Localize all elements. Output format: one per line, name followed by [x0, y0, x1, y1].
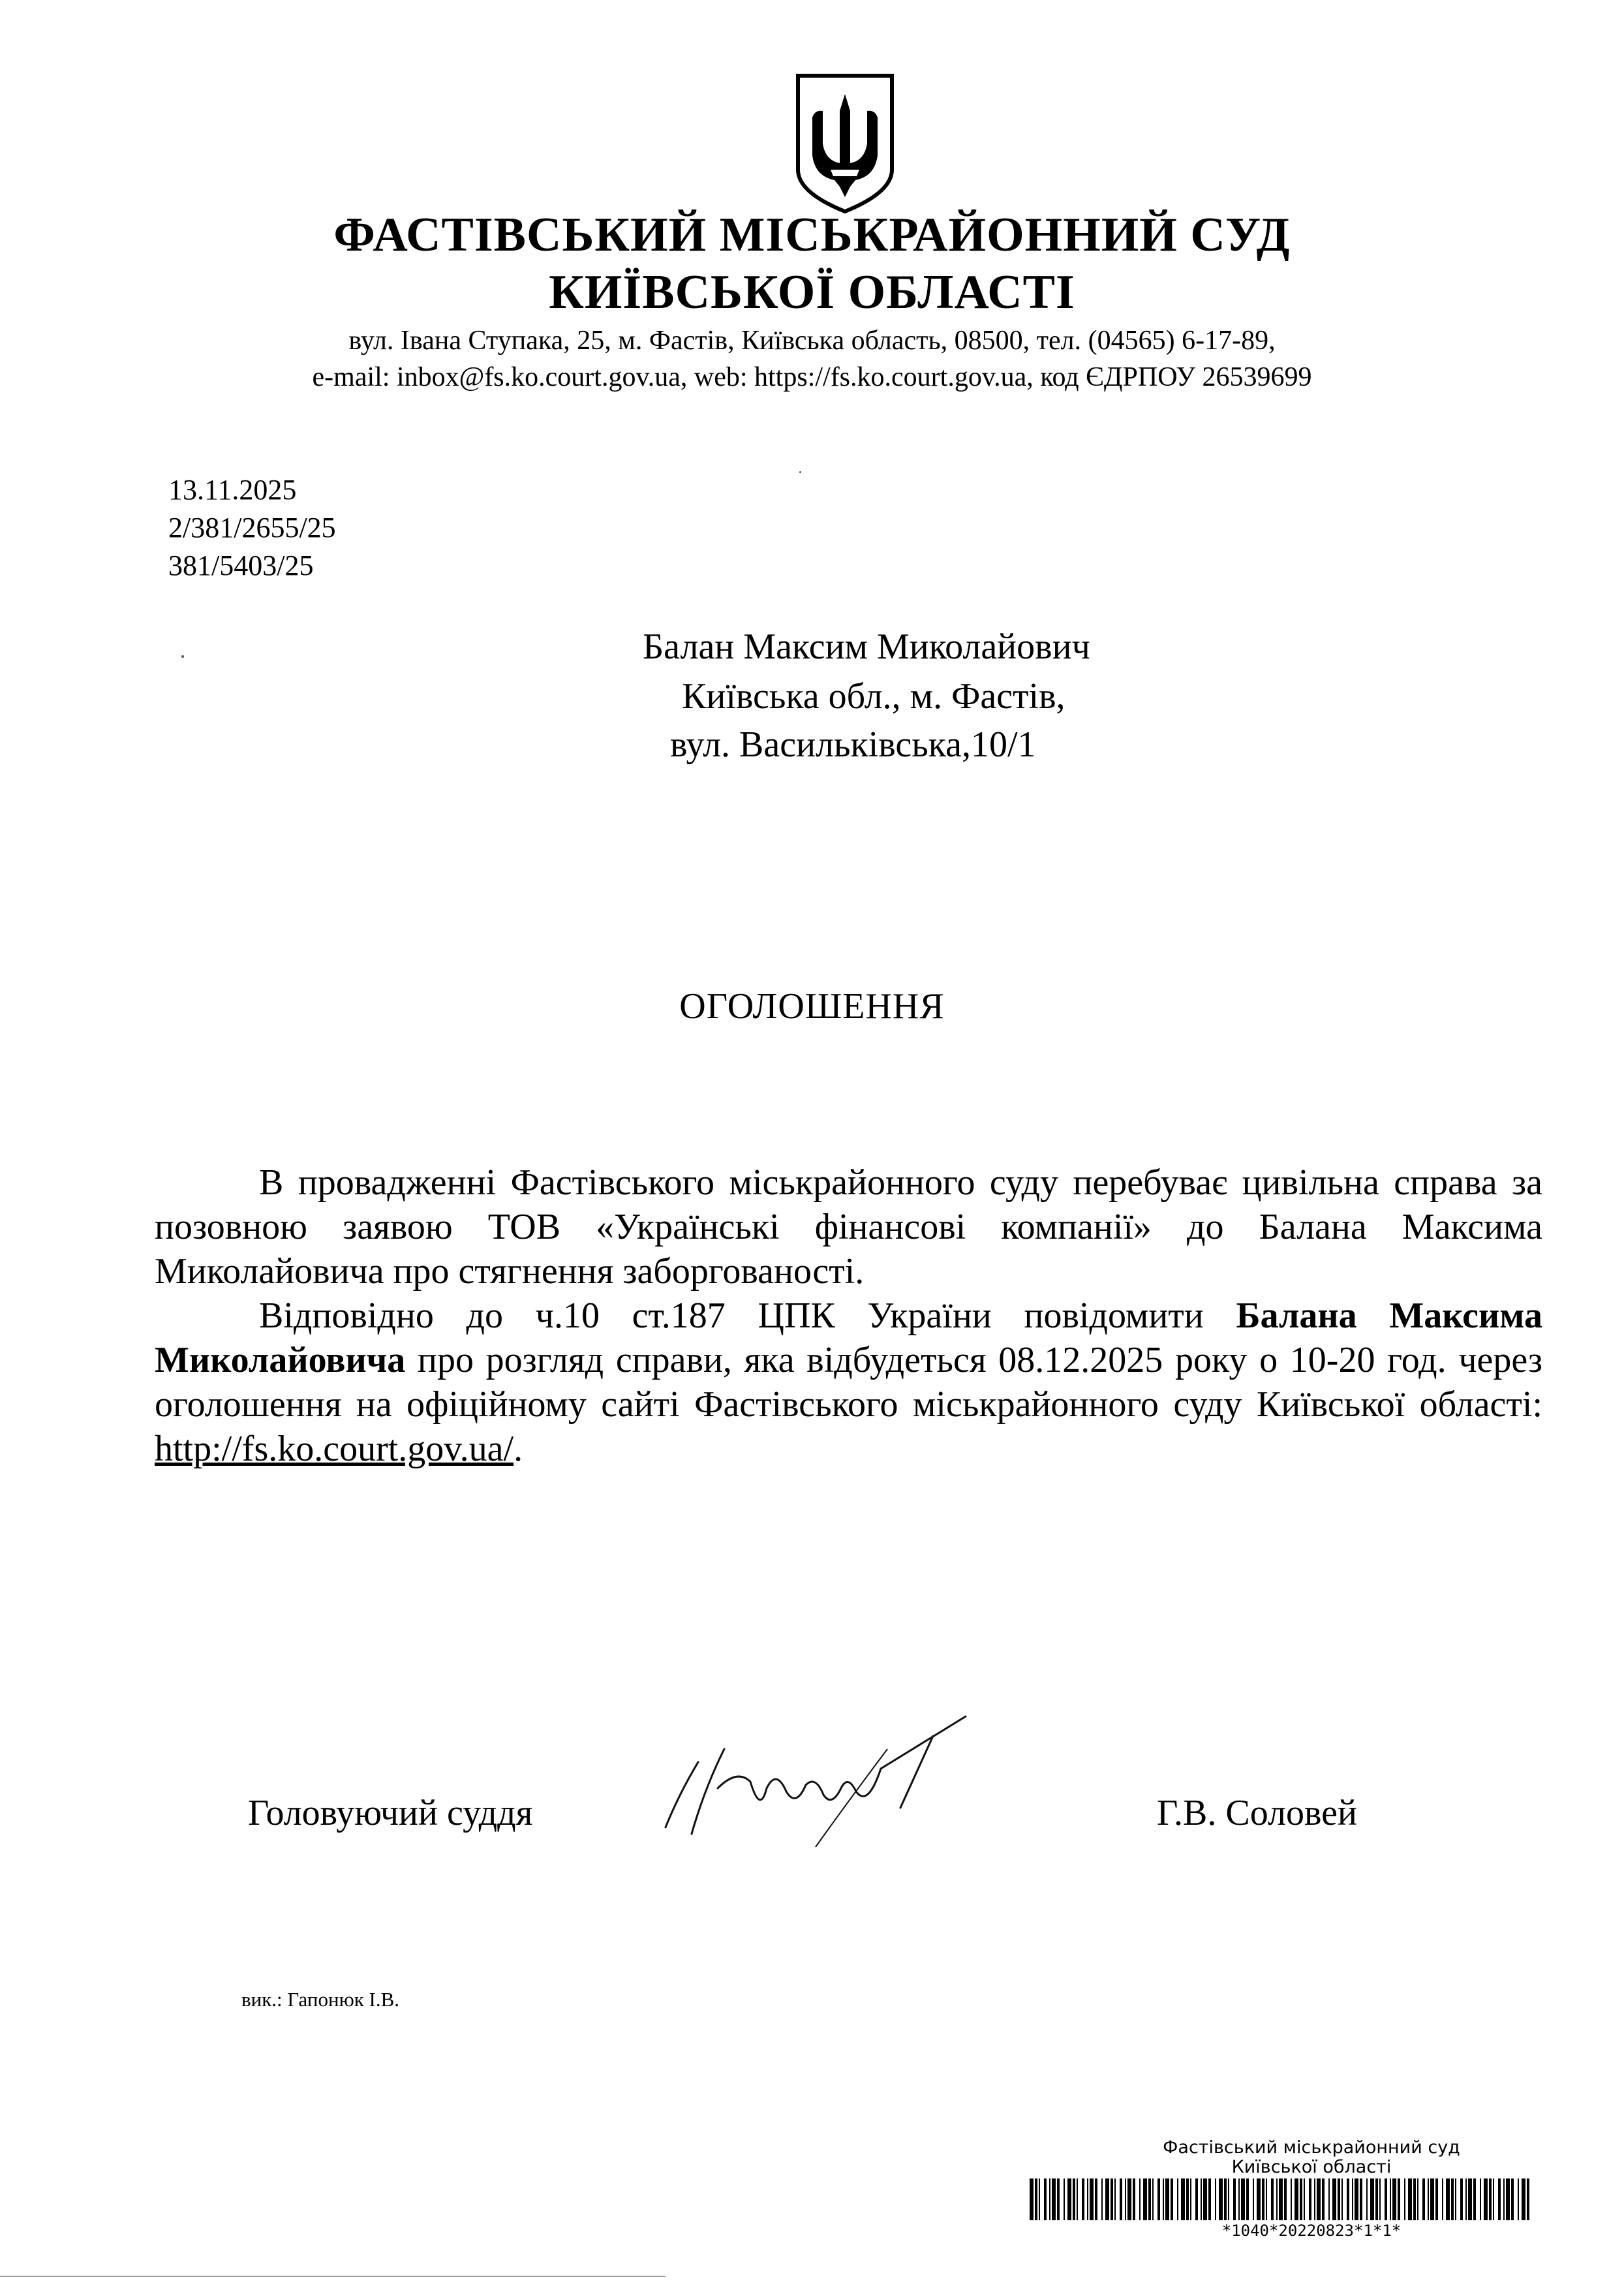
- stamp-court-name: Фастівський міськрайонний суд: [1163, 2137, 1460, 2158]
- court-address: вул. Івана Ступака, 25, м. Фастів, Київська область, 08500, тел. (04565) 6-17-89,: [348, 326, 1276, 356]
- executor: вик.: Гапонюк І.В.: [241, 1988, 400, 2011]
- notice-body: [155, 1160, 1542, 1471]
- barcode: [1030, 2178, 1532, 2220]
- notice-paragraph-2: [155, 1294, 1542, 1471]
- judge-name: Г.В. Соловей: [1157, 1793, 1357, 1833]
- notice-paragraph-1: В провадженні Фастівського міськрайонного суду перебуває цивільна справа за позовною заявою ТОВ «Українські фінансові компанії» до Балана Максима Миколайовича про стягнення заборгованості.: [155, 1162, 1542, 1292]
- court-region: КИЇВСЬКОЇ ОБЛАСТІ: [549, 266, 1075, 319]
- notice-text: .: [513, 1429, 523, 1469]
- outgoing-number: 381/5403/25: [168, 550, 314, 581]
- case-number: 2/381/2655/25: [168, 512, 336, 544]
- document-date: 13.11.2025: [168, 474, 297, 506]
- stamp-region: Київської області: [1231, 2157, 1392, 2177]
- court-website-link[interactable]: http://fs.ko.court.gov.ua/: [155, 1429, 514, 1469]
- recipient-address-line1: Київська обл., м. Фастів,: [682, 676, 1065, 717]
- notice-text: Відповідно до ч.10 ст.187 ЦПК України повідомити: [259, 1295, 1236, 1336]
- court-name: ФАСТІВСЬКИЙ МІСЬКРАЙОННИЙ СУД: [333, 208, 1291, 262]
- signature-role: Головуючий суддя: [248, 1793, 533, 1833]
- notice-text: про розгляд справи, яка відбудеться 08.12.2025 року о 10-20 год. через оголошення на офіційному сайті Фастівського міськрайонного суду Київської області:: [155, 1340, 1542, 1425]
- court-contacts: e-mail: inbox@fs.ko.court.gov.ua, web: https://fs.ko.court.gov.ua, код ЄДРПОУ 26539699: [312, 362, 1312, 392]
- bottom-divider: [0, 2276, 666, 2277]
- barcode-text: *1040*20220823*1*1*: [1221, 2222, 1402, 2240]
- recipient-address-line2: вул. Васильківська,10/1: [670, 724, 1036, 765]
- notice-title: ОГОЛОШЕННЯ: [679, 986, 945, 1027]
- judge-signature: [652, 1710, 992, 1860]
- recipient-name: Балан Максим Миколайович: [643, 627, 1090, 667]
- coat-of-arms-icon: [793, 72, 897, 215]
- scan-speck: [181, 655, 184, 658]
- defendant-name: Балана Максима Миколайовича: [155, 1295, 1542, 1380]
- scan-speck: [799, 471, 801, 473]
